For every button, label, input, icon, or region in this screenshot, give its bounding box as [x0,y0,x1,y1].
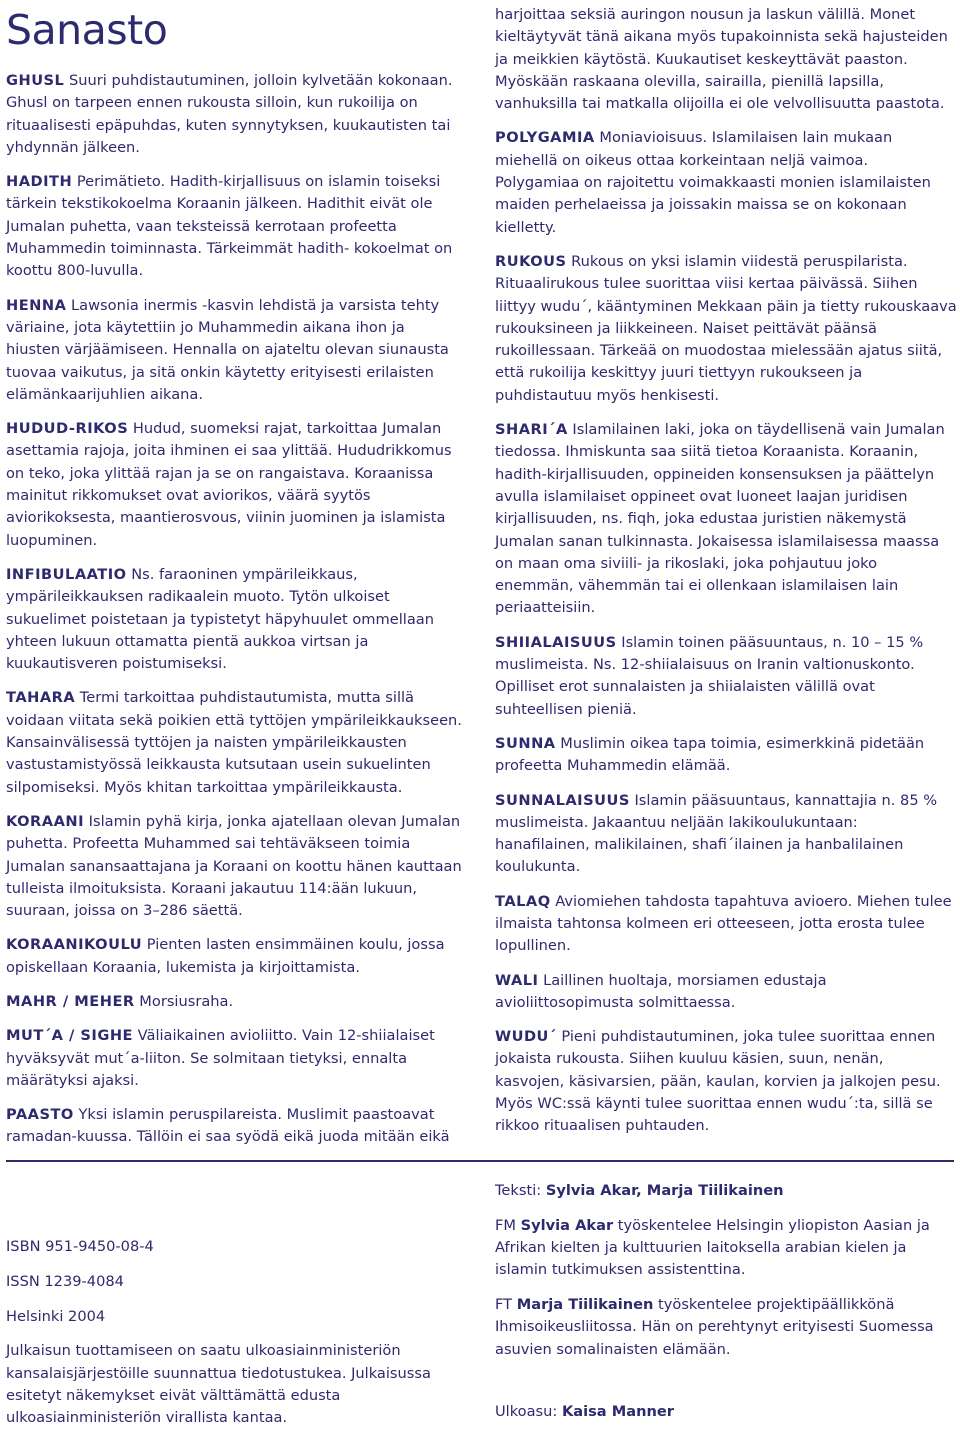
entry-definition: Morsiusraha. [134,992,234,1010]
entry-term: HADITH [6,173,73,191]
entry-term: INFIBULAATIO [6,565,127,583]
entry-term: KORAANIKOULU [6,936,143,954]
glossary-entry [495,790,957,879]
author-bio-tiilikainen [495,1294,935,1361]
entry-term: TAHARA [6,689,76,707]
glossary-entry [495,733,957,778]
entry-definition: Islamin pyhä kirja, jonka ajatellaan olevan Jumalan puhetta. Profeetta Muhammed sai tehtäväkseen toimia Jumalan sanansaattajana ja Koraani on koottu hänen kauttaan tulleista ilmoituksista. Koraani jakautuu 114:ään lukuun, suuraan, joissa on 3–286 säettä. [6,812,462,920]
entry-term: POLYGAMIA [495,129,595,147]
credits [495,1180,935,1423]
entry-continuation: harjoittaa seksiä auringon nousun ja laskun välillä. Monet kieltäytyvät tänä aikana myös tupakoinnista sekä hajusteiden ja meikkien käytöstä. Kuukautiset keskeyttävät paaston. Myöskään raskaana olevilla, sairailla, pienillä lapsilla, vanhuksilla tai matkalla olijoilla ei ole velvollisuutta paastota. [495,6,948,113]
isbn: ISBN 951-9450-08-4 [6,1238,154,1255]
glossary-entry [6,295,462,406]
footer-divider [6,1160,954,1162]
glossary-entry [495,1026,957,1137]
bio-prefix: FT [495,1296,517,1314]
glossary-entry [495,251,957,407]
glossary-entry [6,171,462,282]
glossary-entry [6,1104,462,1149]
bio-name: Marja Tiilikainen [516,1296,654,1314]
entry-definition: Islamilainen laki, joka on täydellisenä vain Jumalan tiedossa. Ihmiskunta saa siitä tietoa Koraanista. Koraanin, hadith-kirjallisuuden, oppineiden konsensuksen ja päättelyn avulla islamilaiset oppineet ovat luoneet laajan juridisen kirjallisuuden, ns. fiqh, joka edustaa juristien näkemystä Jumalan sanan tulkinnasta. Jokaisessa islamilaisessa maassa on maan oma siviili- ja rikoslaki, joka pohjautuu joko enemmän, vähemmän tai ei ollenkaan islamilaisen lain periaatteisiin. [495,421,945,617]
entry-definition: Väliaikainen avioliitto. Vain 12-shiialaiset hyväksyvät mut´a-liiton. Se solmitaan tietyksi, ennalta määrätyksi ajaksi. [6,1027,435,1089]
entry-term: SUNNALAISUUS [495,791,630,809]
bio-prefix: FM [495,1216,521,1234]
entry-definition: Suuri puhdistautuminen, jolloin kylvetään kokonaan. Ghusl on tarpeen ennen rukousta silloin, kun rukoilija on rituaalisesti epäpuhdas, kuten synnytyksen, kuukautisten tai yhdynnän jälkeen. [6,72,453,156]
entry-term: HUDUD-RIKOS [6,420,129,438]
glossary-entry [495,970,957,1015]
glossary-entry [495,419,957,620]
glossary-entry [6,1025,462,1092]
entry-definition: Islamin toinen pääsuuntaus, n. 10 – 15 % muslimeista. Ns. 12-shiialaisuus on Iranin valtionuskonto. Opilliset erot sunnalaisten ja shiialaisten välillä ovat suhteellisen pieniä. [495,633,924,718]
entry-definition: Pienten lasten ensimmäinen koulu, jossa opiskellaan Koraania, lukemista ja kirjoittamista. [6,936,445,976]
bio-text: työskentelee projektipäällikkönä Ihmisoikeusliitossa. Hän on perehtynyt erityisesti Suomessa asuvien somalinaisten elämään. [495,1296,934,1358]
entry-term: MUT´A / SIGHE [6,1027,134,1045]
entry-term: MAHR / MEHER [6,992,135,1010]
text-credit-authors: Sylvia Akar, Marja Tiilikainen [545,1182,784,1199]
publication-info [6,1236,466,1442]
glossary-entry [495,891,957,958]
entry-definition: Yksi islamin peruspilareista. Muslimit paastoavat ramadan-kuussa. Tällöin ei saa syödä eikä juoda mitään eikä [6,1106,450,1146]
entry-term: WUDU´ [495,1028,557,1046]
entry-definition: Islamin pääsuuntaus, kannattajia n. 85 % muslimeista. Jakaantuu neljään lakikoulukuntaan: hanafilainen, malikilainen, shafi´ilainen ja hanbalilainen koulukunta. [495,791,938,876]
glossary-entry [6,687,462,798]
entry-definition: Laillinen huoltaja, morsiamen edustaja avioliittosopimusta solmittaessa. [495,971,827,1011]
layout-credit-name: Kaisa Manner [561,1403,674,1421]
glossary-column-right [495,4,957,1150]
entry-term: GHUSL [6,72,65,89]
entry-term: TALAQ [495,892,551,910]
entry-definition: Ns. faraoninen ympärileikkaus, ympärileikkauksen radikaalein muoto. Tytön ulkoiset sukuelimet poistetaan ja typistetyt häpyhuulet ommellaan yhteen lukuun ottamatta pientä aukkoa virtsan ja kuukautisveren poistumiseksi. [6,565,434,673]
glossary-entry [6,991,462,1013]
entry-definition: Termi tarkoittaa puhdistautumista, mutta sillä voidaan viitata sekä poikien että tyttöjen ympärileikkaukseen. Kansainvälisessä tyttöjen ja naisten ympärileikkausten vastustamistyössä leikkausta kutsutaan usein sukuelinten silpomiseksi. Myös khitan tarkoittaa ympärileikkausta. [6,689,462,796]
text-credit-label: Teksti: [495,1182,546,1199]
entry-definition: Rukous on yksi islamin viidestä peruspilarista. Rituaalirukous tulee suorittaa viisi kertaa päivässä. Siihen liittyy wudu´, kääntyminen Mekkaan päin ja tietty rukouskaava rukouksineen ja liikkeineen. Naiset peittävät päänsä rukoillessaan. Tärkeää on muodostaa mielessään ajatus siitä, että rukoilija keskittyy juuri tiettyyn rukoukseen ja puhdistautuu myös henkisesti. [495,252,957,404]
entry-definition: Pieni puhdistautuminen, joka tulee suorittaa ennen jokaista rukousta. Siihen kuuluu käsien, suun, nenän, kasvojen, käsivarsien, pään, kaulan, korvien ja jalkojen pesu. Myös WC:ssä käynti tulee suorittaa ennen wudu´:ta, sillä se rikkoo rituaalisen puhtauden. [495,1028,941,1135]
glossary-entry [495,127,957,238]
funding-note: Julkaisun tuottamiseen on saatu ulkoasiainministeriön kansalaisjärjestöille suunnattua tiedotustukea. Julkaisussa esitetyt näkemykset eivät välttämättä edusta ulkoasiainministeriön virallista kantaa. [6,1342,431,1427]
text-credit [495,1180,935,1202]
glossary-column-left [6,70,462,1161]
glossary-entry [6,934,462,979]
glossary-entry [6,70,462,159]
entry-term: RUKOUS [495,252,567,270]
entry-definition: Hudud, suomeksi rajat, tarkoittaa Jumalan asettamia rajoja, joita ihminen ei saa ylittää. Hududrikkomus on teko, joka ylittää rajan ja se on rangaistava. Koraanissa mainitut rikkomukset ovat aviorikos, väärä syytös aviorikoksesta, maantierosvous, viinin juominen ja islamista luopuminen. [6,420,452,549]
entry-term: PAASTO [6,1106,74,1124]
entry-definition: Lawsonia inermis -kasvin lehdistä ja varsista tehty väriaine, jota käytettiin jo Muhammedin aikana ihon ja hiusten värjäämiseen. Hennalla on ajateltu olevan siunausta tuovaa vaikutus, ja sitä onkin käytetty erityisesti erilaisten elämänkaarijuhlien aikana. [6,296,449,403]
glossary-entry [495,632,957,721]
entry-definition: Moniavioisuus. Islamilaisen lain mukaan miehellä on oikeus ottaa korkeintaan neljä vaimoa. Polygamiaa on rajoitettu voimakkaasti monien islamilaisten maiden perhelaeissa ja joissakin maissa se on kokonaan kielletty. [495,129,931,236]
entry-definition: Aviomiehen tahdosta tapahtuva avioero. Miehen tulee ilmaista tahtonsa kolmeen eri otteeseen, jotta erosta tulee lopullinen. [495,892,952,955]
glossary-entry [6,811,462,922]
bio-text: työskentelee Helsingin yliopiston Aasian ja Afrikan kielten ja kulttuurien laitoksella arabian kielen ja islamin tutkimuksen assistenttina. [495,1216,930,1279]
entry-term: KORAANI [6,812,85,830]
entry-term: SUNNA [495,734,556,752]
entry-definition: Perimätieto. Hadith-kirjallisuus on islamin toiseksi tärkein tekstikokoelma Koraanin jälkeen. Hadithit eivät ole Jumalan puhetta, vaan teksteissä kerrotaan profeetta Muhammedin toiminnasta. Tärkeimmät hadith- kokoelmat on koottu 800-luvulla. [6,173,453,280]
layout-credit-label: Ulkoasu: [495,1403,562,1421]
author-bio-akar [495,1215,935,1282]
entry-term: SHIIALAISUUS [495,633,617,651]
layout-credit [495,1401,935,1423]
entry-term: WALI [495,971,539,989]
entry-term: SHARI´A [495,421,568,439]
glossary-entry [6,418,462,552]
issn: ISSN 1239-4084 [6,1272,124,1290]
entry-term: HENNA [6,296,67,314]
glossary-entry [6,564,462,675]
place-year: Helsinki 2004 [6,1307,106,1325]
entry-definition: Muslimin oikea tapa toimia, esimerkkinä pidetään profeetta Muhammedin elämää. [495,734,925,775]
bio-name: Sylvia Akar [520,1216,614,1234]
page-title: Sanasto [6,6,168,54]
